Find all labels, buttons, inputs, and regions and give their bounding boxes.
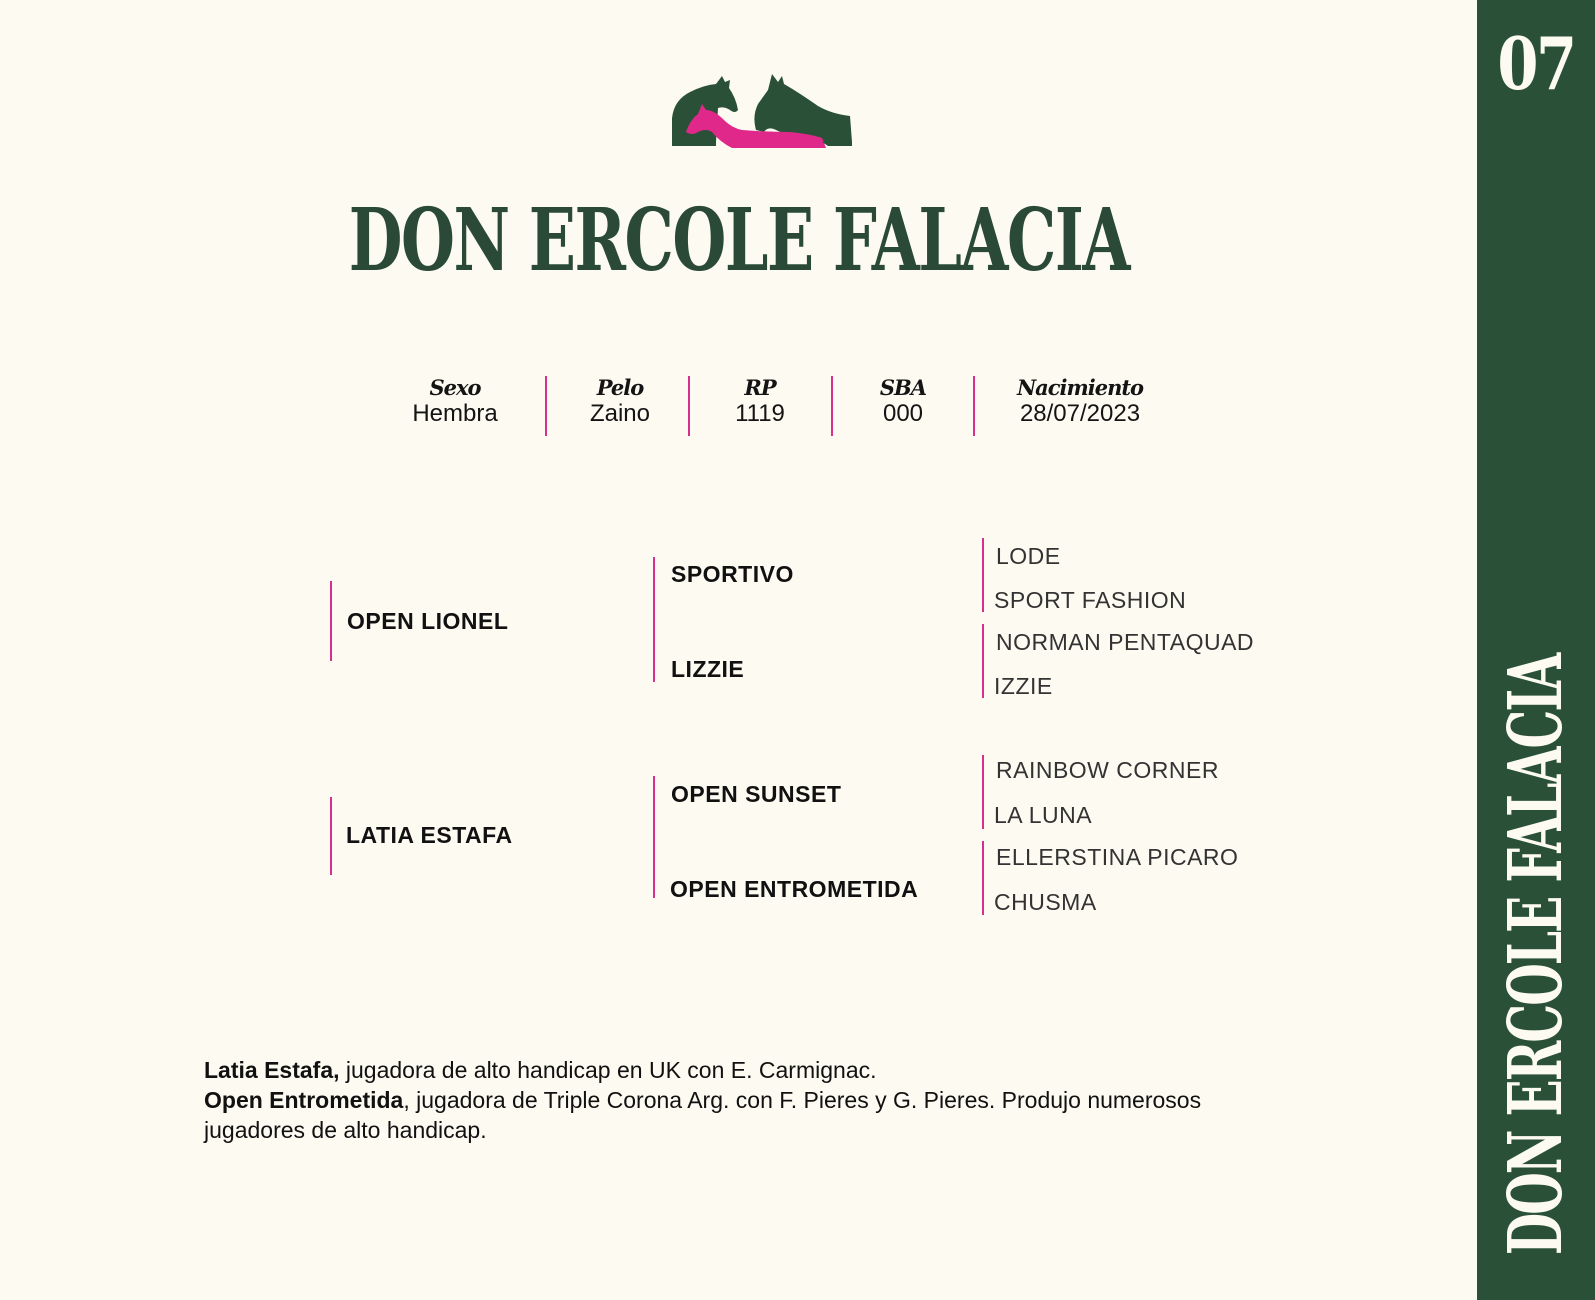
pedigree-paternal-grandsire: SPORTIVO: [671, 561, 794, 587]
sidebar-horse-name: DON ERCOLE FALACIA: [1493, 654, 1579, 1256]
info-divider: [545, 376, 547, 436]
pedigree-line: [330, 797, 332, 875]
info-pelo: Pelo Zaino: [589, 375, 651, 427]
pedigree-ggs-3: RAINBOW CORNER: [996, 757, 1219, 783]
notes: [204, 1055, 1264, 1145]
pedigree-ggd-3: LA LUNA: [994, 802, 1093, 828]
page-title: DON ERCOLE FALACIA: [348, 190, 1129, 291]
note-line: Latia Estafa, jugadora de alto handicap en UK con E. Carmignac.: [204, 1057, 877, 1083]
pedigree-line: [982, 755, 984, 829]
pedigree-line: [982, 538, 984, 612]
info-rp: RP 1119: [735, 375, 785, 427]
info-sexo: Sexo Hembra: [412, 375, 498, 427]
info-divider: [831, 376, 833, 436]
pedigree-ggs-4: ELLERSTINA PICARO: [996, 844, 1239, 870]
lot-number: 07: [1497, 21, 1575, 106]
pedigree-line: [982, 841, 984, 915]
pedigree-line: [982, 624, 984, 698]
horses-logo-icon: [672, 70, 858, 150]
sidebar: [1477, 0, 1595, 1300]
info-sba: SBA 000: [879, 375, 927, 427]
pedigree-maternal-granddam: OPEN ENTROMETIDA: [670, 876, 919, 902]
pedigree-line: [653, 557, 655, 682]
pedigree-maternal-grandsire: OPEN SUNSET: [671, 781, 842, 807]
pedigree-ggs-1: LODE: [996, 543, 1061, 569]
pedigree-line: [330, 581, 332, 661]
info-nacimiento: Nacimiento 28/07/2023: [1016, 375, 1144, 427]
pedigree-ggd-1: SPORT FASHION: [994, 587, 1187, 613]
pedigree-sire: OPEN LIONEL: [347, 608, 509, 634]
pedigree-line: [653, 776, 655, 898]
pedigree-ggd-4: CHUSMA: [994, 889, 1097, 915]
pedigree-ggs-2: NORMAN PENTAQUAD: [996, 629, 1255, 655]
info-divider: [973, 376, 975, 436]
pedigree-dam: LATIA ESTAFA: [346, 822, 513, 848]
info-divider: [688, 376, 690, 436]
horse-info-row: [410, 376, 1180, 436]
pedigree-paternal-granddam: LIZZIE: [671, 656, 745, 682]
note-line: Open Entrometida, jugadora de Triple Corona Arg. con F. Pieres y G. Pieres. Produjo numerosos jugadores de alto handicap.: [204, 1087, 1202, 1143]
pedigree-ggd-2: IZZIE: [994, 673, 1053, 699]
